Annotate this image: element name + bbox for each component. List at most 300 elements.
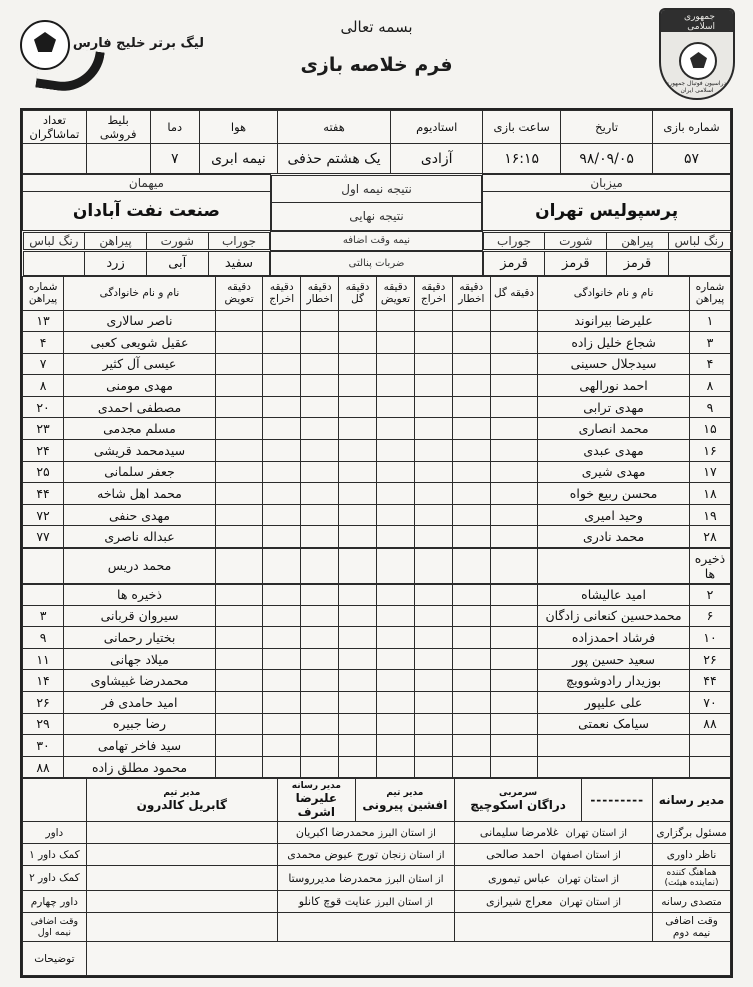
crest-caption: جمهوری اسلامی ایران xyxy=(684,12,715,42)
home-player-number: ۶ xyxy=(689,605,730,627)
home-kit-socks: قرمز xyxy=(483,251,545,275)
player-row xyxy=(23,735,731,757)
player-row xyxy=(23,310,731,332)
player-row xyxy=(23,483,731,505)
away-kit-header-socks: جوراب xyxy=(208,232,270,249)
away-player-sub-min xyxy=(215,756,262,778)
home-player-number: ۱۰ xyxy=(689,627,730,649)
away-player-goal-min xyxy=(339,735,377,757)
away-header-name: نام و نام خانوادگی xyxy=(64,276,216,310)
row1-right-name-cell xyxy=(277,822,454,844)
away-player-yellow-min xyxy=(301,418,339,440)
player-row xyxy=(23,396,731,418)
home-player-goal-min xyxy=(490,670,537,692)
extra-spacer xyxy=(86,913,277,942)
home-player-yellow-min xyxy=(452,418,490,440)
home-player-number xyxy=(689,756,730,778)
value-temperature: ۷ xyxy=(150,144,200,174)
home-player-red-min xyxy=(414,692,452,714)
header-time: ساعت بازی xyxy=(483,111,561,144)
away-player-goal-min xyxy=(339,504,377,526)
away-player-red-min xyxy=(263,418,301,440)
player-row xyxy=(23,548,731,584)
home-player-name xyxy=(538,735,690,757)
home-substitutes-spacer xyxy=(538,548,690,584)
home-header-yellow: دقیقه اخطار xyxy=(452,276,490,310)
away-player-number: ۱۱ xyxy=(23,648,64,670)
home-player-red-min xyxy=(414,627,452,649)
player-row xyxy=(23,440,731,462)
away-player-goal-min xyxy=(339,483,377,505)
home-player-sub-min xyxy=(377,605,415,627)
home-player-red-min xyxy=(414,605,452,627)
away-player-goal-min xyxy=(339,461,377,483)
away-player-yellow-min xyxy=(301,670,339,692)
home-player-yellow-min xyxy=(452,735,490,757)
away-player-number: ۲۰ xyxy=(23,396,64,418)
away-player-goal-min xyxy=(339,756,377,778)
away-media-manager-name: --------- xyxy=(582,779,653,822)
home-header-goal: دقیقه گل xyxy=(490,276,537,310)
away-player-red-min xyxy=(263,504,301,526)
home-player-yellow-min xyxy=(452,692,490,714)
penalties-cell xyxy=(270,251,482,276)
extra-first-half-value xyxy=(277,913,454,942)
away-player-sub-min xyxy=(215,461,262,483)
player-row xyxy=(23,418,731,440)
form-sheet xyxy=(20,108,733,978)
home-coach-block xyxy=(86,779,277,822)
away-player-red-min xyxy=(263,756,301,778)
away-player-sub-min xyxy=(215,713,262,735)
home-player-number: ۸۸ xyxy=(689,713,730,735)
staff-row-spacer xyxy=(23,779,87,822)
away-player-sub-min xyxy=(215,504,262,526)
home-player-number: ۴۴ xyxy=(689,670,730,692)
home-kit-shirt: قرمز xyxy=(607,251,669,275)
away-player-sub-min xyxy=(215,418,262,440)
away-player-name: مهدی مومنی xyxy=(64,375,216,397)
home-player-yellow-min xyxy=(452,332,490,354)
away-player-name: محمدرضا غبیشاوی xyxy=(64,670,216,692)
home-player-red-min xyxy=(414,670,452,692)
home-player-yellow-min xyxy=(452,526,490,548)
home-player-red-min xyxy=(414,483,452,505)
away-player-yellow-min xyxy=(301,483,339,505)
home-player-number: ۱۷ xyxy=(689,461,730,483)
home-player-red-min xyxy=(414,756,452,778)
home-player-sub-min xyxy=(377,648,415,670)
away-kit-header-shorts: شورت xyxy=(146,232,208,249)
header-match-no: شماره بازی xyxy=(653,111,731,144)
home-player-red-min xyxy=(414,526,452,548)
extra-results-cell xyxy=(270,231,482,251)
away-player-number: ۲۶ xyxy=(23,692,64,714)
away-player-red-min xyxy=(263,353,301,375)
away-player-yellow-min xyxy=(301,756,339,778)
home-player-goal-min xyxy=(490,713,537,735)
header-weather: هوا xyxy=(200,111,278,144)
row4-left-province: از استان تهران xyxy=(559,897,622,909)
away-role-label: میهمان xyxy=(23,175,271,192)
home-player-name: محمد انصاری xyxy=(538,418,690,440)
header-temperature: دما xyxy=(150,111,200,144)
away-player-red-min xyxy=(263,440,301,462)
crest-footer: فدراسیون فوتبال جمهوری اسلامی ایران xyxy=(664,80,730,94)
home-media-manager-block xyxy=(277,779,355,822)
row2-left-name-cell xyxy=(454,844,652,866)
away-header-red: دقیقه اخراج xyxy=(263,276,301,310)
player-row xyxy=(23,627,731,649)
away-team-manager-name: افشین پیرونی xyxy=(362,798,448,813)
home-player-goal-min xyxy=(490,504,537,526)
home-player-sub-min xyxy=(377,396,415,418)
officials-row-3 xyxy=(23,866,731,891)
home-player-yellow-min xyxy=(452,310,490,332)
away-player-red-min xyxy=(263,735,301,757)
value-weather: نیمه ابری xyxy=(200,144,278,174)
player-row xyxy=(23,526,731,548)
result-penalties-label: ضربات پنالتی xyxy=(271,251,482,275)
row1-right-province: از استان البرز xyxy=(378,828,436,840)
row4-right-name: عنایت قوچ کانلو xyxy=(298,895,372,909)
away-player-sub-min xyxy=(215,627,262,649)
home-player-name xyxy=(538,756,690,778)
away-player-yellow-min xyxy=(301,353,339,375)
home-player-name: محمدحسین کنعانی زادگان xyxy=(538,605,690,627)
home-header-shirt: شماره پیراهن xyxy=(689,276,730,310)
home-player-name: مهدی شیری xyxy=(538,461,690,483)
away-player-yellow-min xyxy=(301,584,339,606)
results-cell xyxy=(270,175,482,231)
away-player-red-min xyxy=(263,483,301,505)
away-player-sub-min xyxy=(215,353,262,375)
header-ticket-sales: بلیط فروشی xyxy=(86,111,150,144)
row4-right-name-cell xyxy=(277,891,454,913)
home-player-name: محمد نادری xyxy=(538,526,690,548)
away-team-name: صنعت نفت آبادان xyxy=(23,192,271,231)
away-player-goal-min xyxy=(339,332,377,354)
form-header xyxy=(0,0,753,108)
home-substitutes-label: ذخیره ها xyxy=(689,548,730,584)
home-header-name: نام و نام خانوادگی xyxy=(538,276,690,310)
player-row xyxy=(23,648,731,670)
away-media-manager-label: مدیر رسانه xyxy=(653,779,731,822)
away-player-number: ۳۰ xyxy=(23,735,64,757)
row3-left-role: هماهنگ کننده (نماینده هیئت) xyxy=(653,866,731,891)
away-player-yellow-min xyxy=(301,440,339,462)
federation-crest xyxy=(659,8,737,100)
away-player-sub-min xyxy=(215,670,262,692)
home-player-number: ۱۵ xyxy=(689,418,730,440)
away-player-number: ۱۳ xyxy=(23,310,64,332)
home-player-name: وحید امیری xyxy=(538,504,690,526)
home-player-name: شجاع خلیل زاده xyxy=(538,332,690,354)
home-player-sub-min xyxy=(377,735,415,757)
header-spectators: تعداد تماشاگران xyxy=(23,111,87,144)
home-player-yellow-min xyxy=(452,584,490,606)
away-kit-socks: سفید xyxy=(208,251,270,275)
away-player-goal-min xyxy=(339,605,377,627)
row2-left-province: از استان اصفهان xyxy=(550,850,621,862)
away-player-yellow-min xyxy=(301,461,339,483)
extra-time-row xyxy=(23,913,731,942)
team-staff-row xyxy=(23,779,731,822)
home-player-goal-min xyxy=(490,483,537,505)
home-player-name: سیدجلال حسینی xyxy=(538,353,690,375)
teams-table xyxy=(22,174,731,276)
home-player-sub-min xyxy=(377,375,415,397)
away-player-red-min xyxy=(263,692,301,714)
away-player-name: سید فاخر تهامی xyxy=(64,735,216,757)
home-player-yellow-min xyxy=(452,353,490,375)
away-player-red-min xyxy=(263,375,301,397)
home-player-red-min xyxy=(414,504,452,526)
notes-row xyxy=(23,942,731,976)
players-table xyxy=(22,276,731,779)
home-player-sub-min xyxy=(377,713,415,735)
home-player-red-min xyxy=(414,648,452,670)
bismillah-text: بسمه تعالی xyxy=(340,18,413,36)
home-player-goal-min xyxy=(490,692,537,714)
away-player-red-min xyxy=(263,332,301,354)
match-info-table xyxy=(22,110,731,174)
row3-right-province: از استان البرز xyxy=(385,873,444,885)
players-body xyxy=(23,310,731,778)
match-info-values xyxy=(23,144,731,174)
away-player-name: محمد دریس xyxy=(64,548,216,584)
away-kit-shirt: زرد xyxy=(85,251,147,275)
away-player-number: ۷۲ xyxy=(23,504,64,526)
home-player-name: محسن ربیع خواه xyxy=(538,483,690,505)
home-player-sub-min xyxy=(377,526,415,548)
home-header-sub: دقیقه تعویض xyxy=(377,276,415,310)
row3-left-name: عباس تیموری xyxy=(487,871,551,885)
home-player-sub-min xyxy=(377,418,415,440)
home-player-goal-min xyxy=(490,526,537,548)
home-player-sub-min xyxy=(377,353,415,375)
away-player-yellow-min xyxy=(301,605,339,627)
extra-first-half-label: وقت اضافی نیمه اول xyxy=(23,913,87,942)
row1-left-name: غلامرضا سلیمانی xyxy=(479,826,559,840)
row3-left-name-cell xyxy=(454,866,652,891)
away-player-name: سیدمحمد قریشی xyxy=(64,440,216,462)
home-player-red-min xyxy=(414,310,452,332)
row2-right-name: تورج عیوض محمدی xyxy=(287,848,379,862)
home-player-sub-min xyxy=(377,584,415,606)
home-player-red-min xyxy=(414,440,452,462)
home-player-yellow-min xyxy=(452,375,490,397)
home-player-goal-min xyxy=(490,310,537,332)
home-player-number: ۱۶ xyxy=(689,440,730,462)
officials-table xyxy=(22,778,731,976)
away-player-sub-min xyxy=(215,648,262,670)
notes-value xyxy=(86,942,730,976)
home-player-sub-min xyxy=(377,756,415,778)
away-player-goal-min xyxy=(339,396,377,418)
away-player-red-min xyxy=(263,670,301,692)
extra-second-half-value xyxy=(454,913,652,942)
away-player-number: ۹ xyxy=(23,627,64,649)
away-player-number: ۸۸ xyxy=(23,756,64,778)
away-player-sub-min xyxy=(215,396,262,418)
away-player-goal-min xyxy=(339,418,377,440)
away-player-number: ۳ xyxy=(23,605,64,627)
home-player-sub-min xyxy=(377,504,415,526)
row2-left-name: احمد صالحی xyxy=(486,848,544,862)
row3-right-role: کمک داور ۲ xyxy=(23,866,87,891)
away-player-number: ۲۹ xyxy=(23,713,64,735)
away-player-red-min xyxy=(263,713,301,735)
away-player-red-min xyxy=(263,627,301,649)
home-kit-shorts: قرمز xyxy=(545,251,607,275)
home-player-goal-min xyxy=(490,418,537,440)
home-player-sub-min xyxy=(377,332,415,354)
away-kit-header-shirt: پیراهن xyxy=(85,232,147,249)
away-player-name: عیسی آل کثیر xyxy=(64,353,216,375)
player-row xyxy=(23,375,731,397)
away-player-sub-min xyxy=(215,483,262,505)
away-player-yellow-min xyxy=(301,504,339,526)
away-kit-note: رنگ لباس xyxy=(23,232,85,249)
result-extra-label: نیمه وقت اضافه xyxy=(271,231,482,250)
home-kit-header-shorts: شورت xyxy=(545,232,607,249)
home-player-goal-min xyxy=(490,375,537,397)
away-player-name: سیروان قربانی xyxy=(64,605,216,627)
home-header-red: دقیقه اخراج xyxy=(414,276,452,310)
home-player-yellow-min xyxy=(452,627,490,649)
away-player-sub-min xyxy=(215,692,262,714)
home-player-yellow-min xyxy=(452,670,490,692)
away-player-goal-min xyxy=(339,627,377,649)
away-team-manager-label: مدیر تیم xyxy=(386,788,424,799)
row4-right-role: داور چهارم xyxy=(23,891,87,913)
home-player-yellow-min xyxy=(452,504,490,526)
row4-left-role: متصدی رسانه xyxy=(653,891,731,913)
away-player-name: بختیار رحمانی xyxy=(64,627,216,649)
away-player-sub-min xyxy=(215,735,262,757)
player-row xyxy=(23,461,731,483)
home-player-red-min xyxy=(414,713,452,735)
home-player-sub-min xyxy=(377,627,415,649)
away-player-goal-min xyxy=(339,648,377,670)
away-kit-shorts: آبی xyxy=(146,251,208,275)
away-kit-spacer xyxy=(23,251,85,275)
home-player-sub-min xyxy=(377,440,415,462)
away-player-sub-min xyxy=(215,375,262,397)
away-player-sub-min xyxy=(215,548,262,584)
match-info-headers xyxy=(23,111,731,144)
home-player-yellow-min xyxy=(452,605,490,627)
player-row xyxy=(23,605,731,627)
away-coach-block xyxy=(454,779,581,822)
home-player-name: مهدی ترابی xyxy=(538,396,690,418)
header-week: هفته xyxy=(277,111,390,144)
value-week: یک هشتم حذفی xyxy=(277,144,390,174)
home-player-goal-min xyxy=(490,584,537,606)
away-player-red-min xyxy=(263,461,301,483)
home-kit-header-socks: جوراب xyxy=(483,232,545,249)
away-player-yellow-min xyxy=(301,526,339,548)
away-player-name: مسلم مجدمی xyxy=(64,418,216,440)
home-player-goal-min xyxy=(490,461,537,483)
away-player-name: امید حامدی فر xyxy=(64,692,216,714)
home-player-goal-min xyxy=(490,396,537,418)
away-substitutes-label: ذخیره ها xyxy=(64,584,216,606)
home-player-goal-min xyxy=(490,440,537,462)
row1-spacer xyxy=(86,822,277,844)
home-player-sub-min xyxy=(377,692,415,714)
home-player-sub-min xyxy=(377,461,415,483)
away-player-number: ۱۴ xyxy=(23,670,64,692)
row1-left-name-cell xyxy=(454,822,652,844)
home-player-yellow-min xyxy=(452,440,490,462)
home-player-red-min xyxy=(414,396,452,418)
away-player-yellow-min xyxy=(301,648,339,670)
home-player-sub-min xyxy=(377,310,415,332)
away-kit-headers-cell xyxy=(23,231,271,251)
row2-right-role: کمک داور ۱ xyxy=(23,844,87,866)
home-player-yellow-min xyxy=(452,461,490,483)
row2-spacer xyxy=(86,844,277,866)
away-player-red-min xyxy=(263,548,301,584)
away-player-number xyxy=(23,548,64,584)
away-player-goal-min xyxy=(339,526,377,548)
player-row xyxy=(23,670,731,692)
home-player-red-min xyxy=(414,461,452,483)
away-player-goal-min xyxy=(339,548,377,584)
player-row xyxy=(23,584,731,606)
away-player-name: ناصر سالاری xyxy=(64,310,216,332)
header-stadium: استادیوم xyxy=(391,111,483,144)
away-player-goal-min xyxy=(339,692,377,714)
home-role-label: میزبان xyxy=(483,175,731,192)
teams-kit-value-row xyxy=(23,251,731,276)
home-media-manager-name: علیرضا اشرف xyxy=(295,791,338,820)
home-kit-headers-cell xyxy=(483,231,731,251)
home-kit-spacer xyxy=(668,251,730,275)
home-player-number: ۲ xyxy=(689,584,730,606)
row2-right-name-cell xyxy=(277,844,454,866)
value-spectators xyxy=(23,144,87,174)
home-player-sub-min xyxy=(377,483,415,505)
away-header-yellow: دقیقه اخطار xyxy=(301,276,339,310)
home-player-red-min xyxy=(414,418,452,440)
away-player-red-min xyxy=(263,396,301,418)
notes-label: توضیحات xyxy=(23,942,87,976)
row3-right-name: محمدرضا مدیرروستا xyxy=(288,871,383,885)
result-first-half-label: نتیجه نیمه اول xyxy=(271,175,481,202)
row4-left-name-cell xyxy=(454,891,652,913)
away-player-goal-min xyxy=(339,353,377,375)
home-player-yellow-min xyxy=(452,648,490,670)
home-player-number: ۲۸ xyxy=(689,526,730,548)
away-player-yellow-min xyxy=(301,310,339,332)
away-player-number: ۷۷ xyxy=(23,526,64,548)
away-player-sub-min xyxy=(215,440,262,462)
home-player-name: امید عالیشاه xyxy=(538,584,690,606)
away-header-sub: دقیقه تعویض xyxy=(215,276,262,310)
away-player-name: رضا جبیره xyxy=(64,713,216,735)
player-row xyxy=(23,332,731,354)
crest-icon xyxy=(659,8,735,100)
away-player-name: عبداله ناصری xyxy=(64,526,216,548)
away-player-goal-min xyxy=(339,440,377,462)
away-substitutes-spacer xyxy=(23,584,64,606)
away-player-yellow-min xyxy=(301,692,339,714)
home-player-sub-min xyxy=(377,548,415,584)
value-ticket-sales xyxy=(86,144,150,174)
